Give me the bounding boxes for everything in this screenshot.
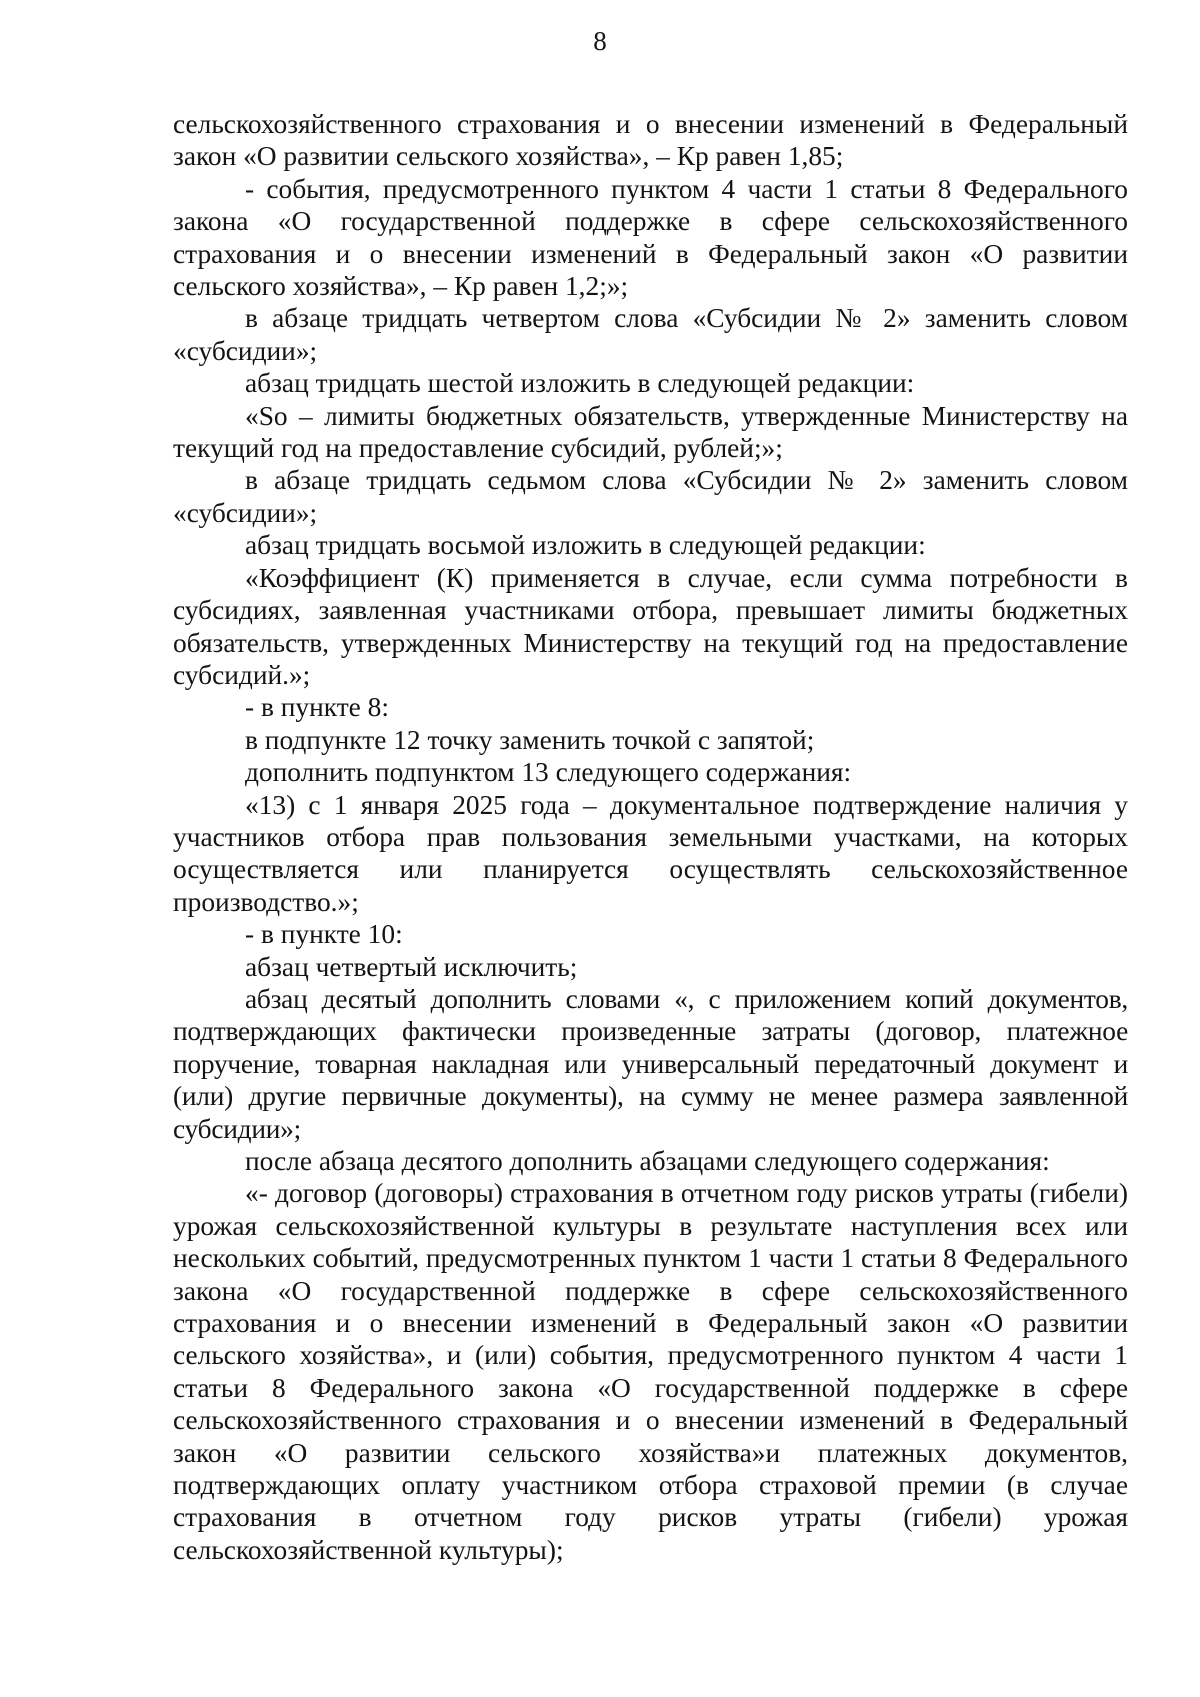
paragraph: в абзаце тридцать четвертом слова «Субсидии № 2» заменить словом «субсидии»; xyxy=(173,303,1128,366)
paragraph: «So – лимиты бюджетных обязательств, утвержденные Министерству на текущий год на предоставление субсидий, рублей;»; xyxy=(173,400,1128,464)
paragraph: - в пункте 10: xyxy=(245,919,403,950)
paragraph: «13) с 1 января 2025 года – документальное подтверждение наличия у участников отбора прав пользования земельными участками, на которых осуществляется или планируется осуществлять сельскохозяйственное производство.»; xyxy=(173,789,1128,917)
paragraph: - в пункте 8: xyxy=(245,692,389,723)
paragraph: дополнить подпунктом 13 следующего содержания: xyxy=(245,757,852,788)
paragraph: «Коэффициент (К) применяется в случае, если сумма потребности в субсидиях, заявленная участниками отбора, превышает лимиты бюджетных обязательств, утвержденных Министерству на текущий год на предоставление субсидий.»; xyxy=(173,562,1128,690)
paragraph: в абзаце тридцать седьмом слова «Субсидии № 2» заменить словом «субсидии»; xyxy=(173,465,1128,528)
paragraph: абзац тридцать шестой изложить в следующей редакции: xyxy=(245,368,915,399)
page-number: 8 xyxy=(593,26,607,56)
paragraph: абзац тридцать восьмой изложить в следующей редакции: xyxy=(245,530,926,561)
paragraph: после абзаца десятого дополнить абзацами следующего содержания: xyxy=(245,1146,1050,1176)
paragraph-continuation: сельскохозяйственного страхования и о внесении изменений в Федеральный закон «О развитии сельского хозяйства», – Кр равен 1,85; xyxy=(173,109,1128,172)
paragraph: абзац десятый дополнить словами «, с приложением копий документов, подтверждающих фактически произведенные затраты (договор, платежное поручение, товарная накладная или универсальный передаточный документ и (или) другие первичные документы), на сумму не менее размера заявленной субсидии»; xyxy=(173,983,1128,1144)
paragraph: «- договор (договоры) страхования в отчетном году рисков утраты (гибели) урожая сельскохозяйственной культуры в результате наступления всех или нескольких событий, предусмотренных пунктом 1 части 1 статьи 8 Федерального закона «О государственной поддержке в сфере сельскохозяйственного страхования и о внесении изменений в Федеральный закон «О развитии сельского хозяйства», и (или) события, предусмотренного пунктом 4 части 1 статьи 8 Федерального закона «О государственной поддержке в сфере сельскохозяйственного страхования и о внесении изменений в Федеральный закон «О развитии сельского хозяйства»и платежных документов, подтверждающих оплату участником отбора страховой премии (в случае страхования в отчетном году рисков утраты (гибели) урожая сельскохозяйственной культуры); xyxy=(173,1178,1128,1565)
paragraph: - события, предусмотренного пунктом 4 части 1 статьи 8 Федерального закона «О государственной поддержке в сфере сельскохозяйственного страхования и о внесении изменений в Федеральный закон «О развитии сельского хозяйства», – Кр равен 1,2;»; xyxy=(173,173,1128,302)
paragraph: абзац четвертый исключить; xyxy=(245,951,578,982)
paragraph: в подпункте 12 точку заменить точкой с запятой; xyxy=(245,724,815,755)
document-body xyxy=(173,108,1128,1566)
